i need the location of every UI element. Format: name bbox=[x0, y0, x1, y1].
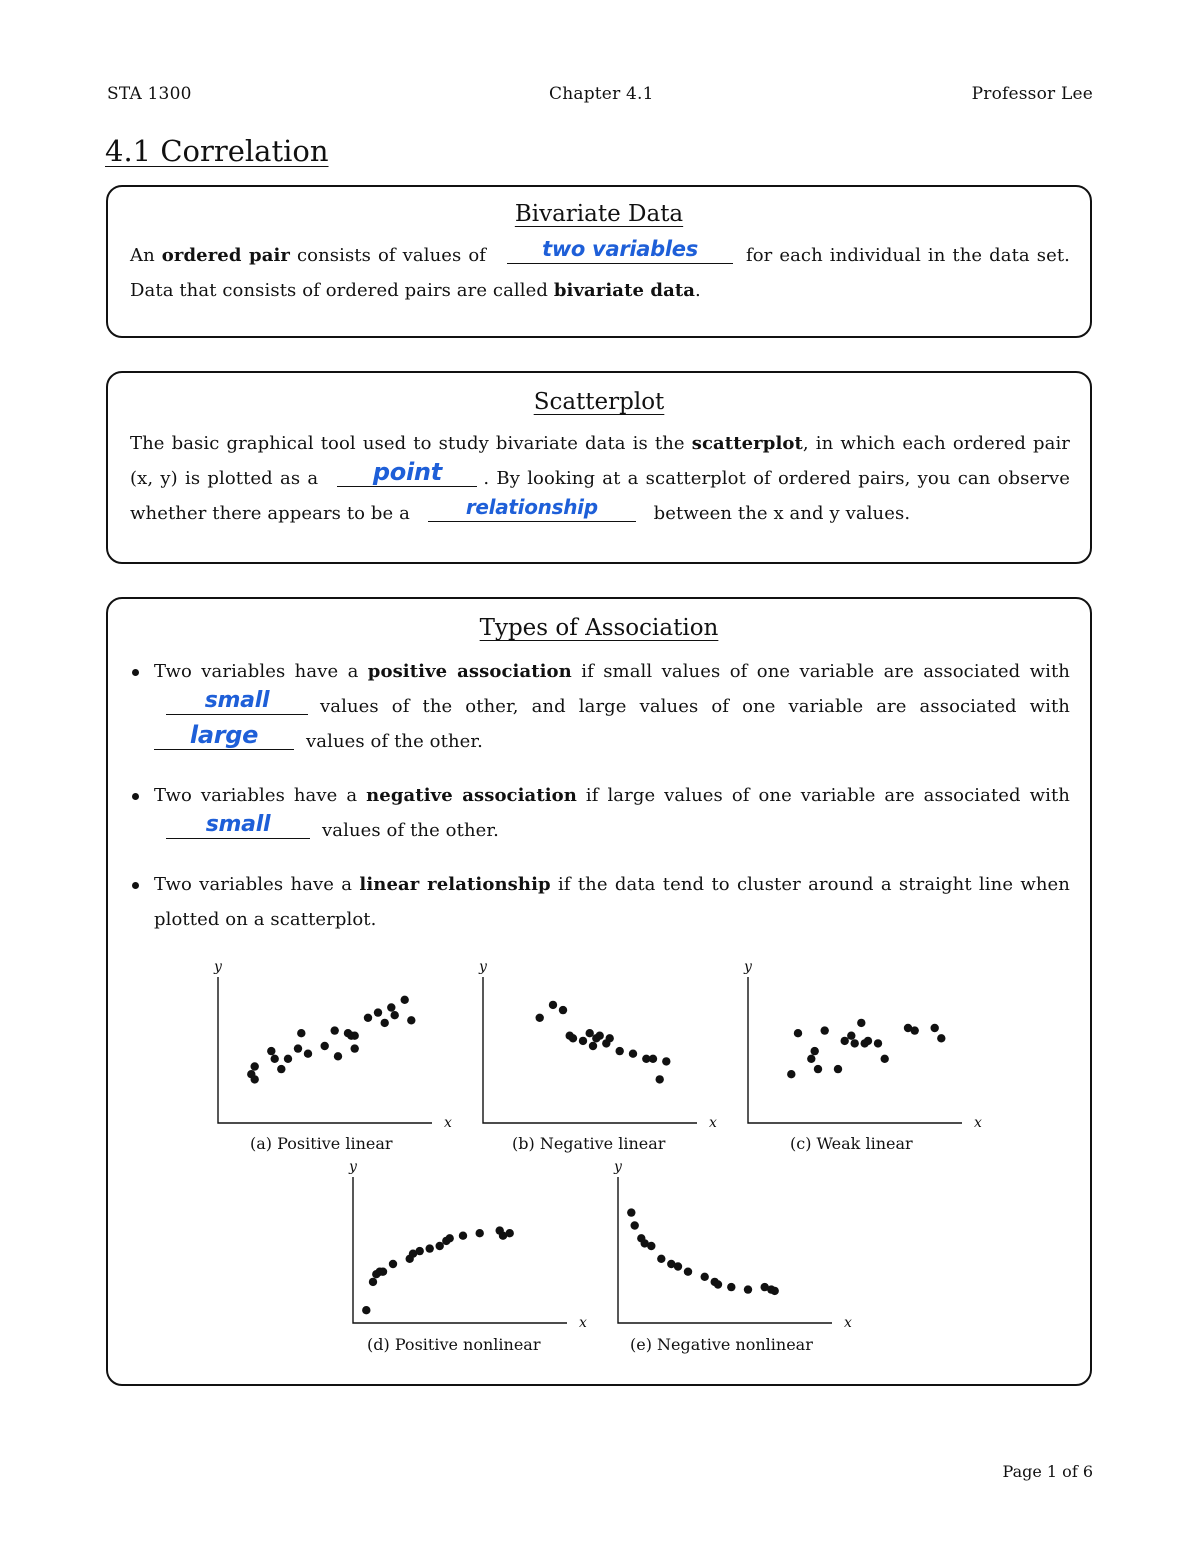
types-of-association-title: Types of Association bbox=[479, 615, 719, 641]
data-point bbox=[321, 1042, 329, 1050]
scatterplot-paragraph: The basic graphical tool used to study bivariate data is the scatterplot, in which each ordered pair (x, y) is plotted as a point . By looking at a scatterplot of ordered pairs, you can observe whether there appears to be a relationship between the x and y values. bbox=[130, 433, 1071, 524]
scatter-plot-svg bbox=[335, 1159, 587, 1337]
data-point bbox=[446, 1234, 454, 1242]
scatter-plot-svg bbox=[730, 959, 982, 1137]
data-point bbox=[586, 1029, 594, 1037]
data-point bbox=[631, 1221, 639, 1229]
data-point bbox=[559, 1006, 567, 1014]
data-point bbox=[874, 1039, 882, 1047]
data-point bbox=[362, 1306, 370, 1314]
data-point bbox=[744, 1285, 752, 1293]
page-title: 4.1 Correlation bbox=[105, 134, 329, 168]
y-axis-label: y bbox=[214, 959, 222, 975]
data-point bbox=[847, 1032, 855, 1040]
bullet-icon bbox=[132, 882, 139, 889]
data-point bbox=[379, 1268, 387, 1276]
data-point bbox=[616, 1047, 624, 1055]
data-point bbox=[364, 1014, 372, 1022]
data-point bbox=[476, 1229, 484, 1237]
scatterplot-box bbox=[106, 371, 1092, 564]
data-point bbox=[389, 1260, 397, 1268]
scatter-plot-svg bbox=[600, 1159, 852, 1337]
data-point bbox=[436, 1242, 444, 1250]
data-point bbox=[416, 1247, 424, 1255]
data-point bbox=[549, 1001, 557, 1009]
data-point bbox=[821, 1026, 829, 1034]
blank-point[interactable] bbox=[337, 458, 477, 487]
blank-relationship[interactable] bbox=[428, 495, 636, 522]
header-chapter: Chapter 4.1 bbox=[549, 84, 654, 104]
data-point bbox=[811, 1047, 819, 1055]
data-point bbox=[391, 1011, 399, 1019]
data-point bbox=[787, 1070, 795, 1078]
data-point bbox=[841, 1037, 849, 1045]
data-point bbox=[931, 1024, 939, 1032]
data-point bbox=[536, 1014, 544, 1022]
x-axis-label: x bbox=[709, 1115, 717, 1131]
scatter-a bbox=[200, 959, 452, 1137]
term-negative-association: negative association bbox=[366, 785, 577, 806]
x-axis-label: x bbox=[444, 1115, 452, 1131]
blank-small-1[interactable] bbox=[166, 688, 308, 715]
data-point bbox=[937, 1034, 945, 1042]
list-item: Two variables have a linear relationship if the data tend to cluster around a straight line when plotted on a scatterplot. bbox=[108, 867, 1070, 937]
data-point bbox=[387, 1003, 395, 1011]
handwritten-answer: relationship bbox=[465, 495, 598, 519]
data-point bbox=[881, 1055, 889, 1063]
association-list bbox=[108, 654, 1070, 937]
data-point bbox=[267, 1047, 275, 1055]
data-point bbox=[662, 1057, 670, 1065]
scatter-e bbox=[600, 1159, 852, 1337]
data-point bbox=[351, 1044, 359, 1052]
data-point bbox=[271, 1055, 279, 1063]
bullet-icon bbox=[132, 793, 139, 800]
scatter-c bbox=[730, 959, 982, 1137]
x-axis-label: x bbox=[579, 1315, 587, 1331]
header-course: STA 1300 bbox=[107, 84, 192, 104]
axis-lines bbox=[483, 977, 697, 1123]
data-point bbox=[814, 1065, 822, 1073]
data-point bbox=[381, 1019, 389, 1027]
caption-a: (a) Positive linear bbox=[250, 1134, 393, 1153]
data-point bbox=[569, 1034, 577, 1042]
data-point bbox=[331, 1026, 339, 1034]
y-axis-label: y bbox=[614, 1159, 622, 1175]
data-point bbox=[794, 1029, 802, 1037]
scatter-d bbox=[335, 1159, 587, 1337]
y-axis-label: y bbox=[349, 1159, 357, 1175]
data-point bbox=[864, 1037, 872, 1045]
data-point bbox=[304, 1050, 312, 1058]
data-point bbox=[294, 1044, 302, 1052]
data-point bbox=[629, 1050, 637, 1058]
data-point bbox=[714, 1280, 722, 1288]
data-point bbox=[656, 1075, 664, 1083]
data-point bbox=[369, 1278, 377, 1286]
handwritten-answer: point bbox=[372, 458, 442, 486]
data-point bbox=[284, 1055, 292, 1063]
caption-e: (e) Negative nonlinear bbox=[630, 1335, 813, 1354]
data-point bbox=[297, 1029, 305, 1037]
data-point bbox=[674, 1262, 682, 1270]
scatterplot-title: Scatterplot bbox=[533, 389, 665, 415]
data-point bbox=[579, 1037, 587, 1045]
page-number: Page 1 of 6 bbox=[1002, 1462, 1093, 1481]
data-point bbox=[351, 1032, 359, 1040]
blank-large[interactable] bbox=[154, 721, 294, 750]
data-point bbox=[596, 1032, 604, 1040]
term-positive-association: positive association bbox=[367, 661, 572, 682]
axis-lines bbox=[353, 1177, 567, 1323]
data-point bbox=[426, 1244, 434, 1252]
list-item: Two variables have a positive association if small values of one variable are associated with small values of the other, and large values of one variable are associated with large values of the other. bbox=[108, 654, 1070, 759]
term-ordered-pair: ordered pair bbox=[161, 245, 290, 266]
data-point bbox=[251, 1075, 259, 1083]
term-linear-relationship: linear relationship bbox=[359, 874, 551, 895]
x-axis-label: x bbox=[844, 1315, 852, 1331]
term-scatterplot: scatterplot bbox=[691, 433, 803, 454]
data-point bbox=[851, 1039, 859, 1047]
data-point bbox=[857, 1019, 865, 1027]
data-point bbox=[647, 1242, 655, 1250]
bivariate-data-title: Bivariate Data bbox=[514, 201, 684, 227]
term-bivariate-data: bivariate data bbox=[553, 280, 696, 301]
list-item: Two variables have a negative association if large values of one variable are associated with small values of the other. bbox=[108, 778, 1070, 848]
bivariate-data-box bbox=[106, 185, 1092, 338]
data-point bbox=[506, 1229, 514, 1237]
data-point bbox=[374, 1008, 382, 1016]
x-axis-label: x bbox=[974, 1115, 982, 1131]
data-point bbox=[834, 1065, 842, 1073]
handwritten-answer: large bbox=[189, 721, 259, 749]
handwritten-answer: two variables bbox=[542, 237, 698, 261]
data-point bbox=[727, 1283, 735, 1291]
data-point bbox=[684, 1268, 692, 1276]
bivariate-paragraph: An ordered pair consists of values of two variables for each individual in the data set. Data that consists of ordered pairs are called bivariate data. bbox=[130, 238, 1070, 308]
data-point bbox=[334, 1052, 342, 1060]
scatter-plot-svg bbox=[465, 959, 717, 1137]
caption-d: (d) Positive nonlinear bbox=[367, 1335, 541, 1354]
blank-two-variables[interactable] bbox=[507, 237, 733, 264]
blank-small-2[interactable] bbox=[166, 812, 310, 839]
y-axis-label: y bbox=[744, 959, 752, 975]
data-point bbox=[401, 996, 409, 1004]
data-point bbox=[277, 1065, 285, 1073]
data-point bbox=[771, 1287, 779, 1295]
axis-lines bbox=[748, 977, 962, 1123]
handwritten-answer: small bbox=[204, 688, 270, 713]
caption-c: (c) Weak linear bbox=[790, 1134, 913, 1153]
scatter-plot-svg bbox=[200, 959, 452, 1137]
data-point bbox=[657, 1255, 665, 1263]
data-point bbox=[649, 1055, 657, 1063]
data-point bbox=[627, 1208, 635, 1216]
data-point bbox=[606, 1034, 614, 1042]
data-point bbox=[407, 1016, 415, 1024]
data-point bbox=[459, 1232, 467, 1240]
data-point bbox=[589, 1042, 597, 1050]
header-professor: Professor Lee bbox=[971, 84, 1093, 104]
scatter-b bbox=[465, 959, 717, 1137]
data-point bbox=[911, 1026, 919, 1034]
data-point bbox=[807, 1055, 815, 1063]
handwritten-answer: small bbox=[205, 812, 271, 837]
y-axis-label: y bbox=[479, 959, 487, 975]
data-point bbox=[251, 1062, 259, 1070]
data-point bbox=[701, 1273, 709, 1281]
bullet-icon bbox=[132, 669, 139, 676]
caption-b: (b) Negative linear bbox=[512, 1134, 666, 1153]
